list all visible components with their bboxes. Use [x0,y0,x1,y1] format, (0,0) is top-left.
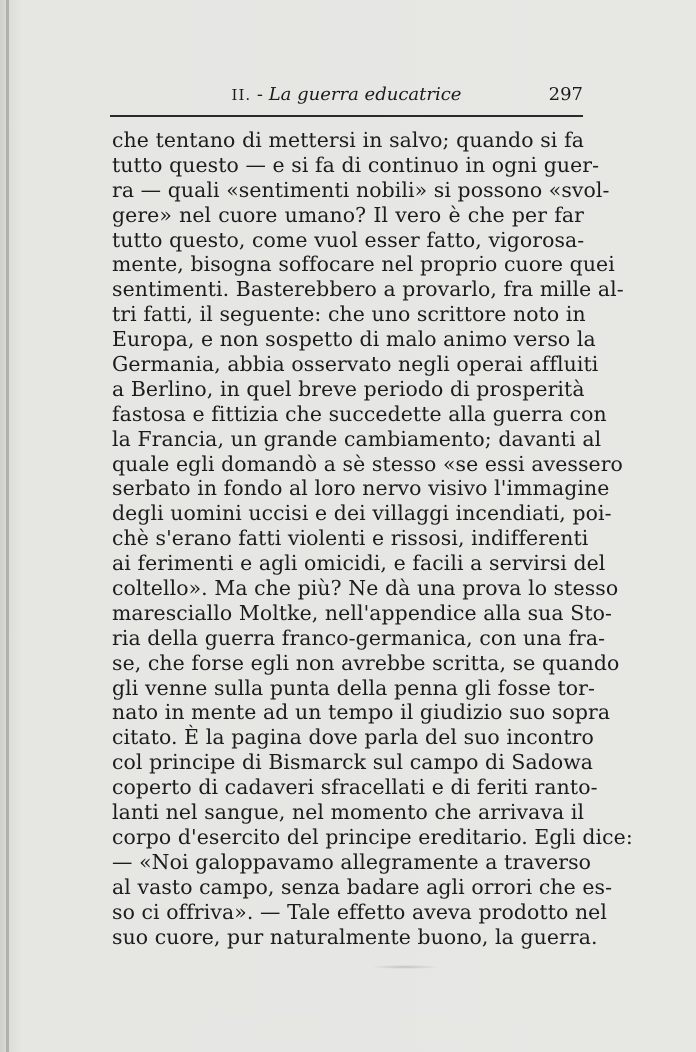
text-line: gere» nel cuore umano? Il vero è che per far [112,202,584,227]
text-line: gli venne sulla punta della penna gli fosse tor- [112,675,596,700]
text-line: chè s'erano fatti violenti e rissosi, indifferenti [112,526,589,551]
text-line: la Francia, un grande cambiamento; davanti al [112,426,602,451]
text-line: tri fatti, il seguente: che uno scrittore noto in [112,302,586,327]
text-line: quale egli domandò a sè stesso «se essi avessero [112,451,623,476]
chapter-number: II. [231,86,252,104]
text-line: serbato in fondo al loro nervo visivo l'immagine [112,476,610,501]
text-line: tutto questo, come vuol esser fatto, vigorosa- [112,227,585,252]
text-line: citato. È la pagina dove parla del suo incontro [112,725,594,750]
text-line: ra — quali «sentimenti nobili» si possono «svol- [112,177,610,202]
text-line: fastosa e fittizia che succedette alla guerra con [112,401,607,426]
text-line: ai ferimenti e agli omicidi, e facili a servirsi del [112,551,606,576]
page-binding-edge [6,0,9,1052]
body-text [112,128,633,949]
text-line: al vasto campo, senza badare agli orrori che es- [112,874,613,899]
text-line: corpo d'esercito del principe ereditario. Egli dice: [112,824,633,849]
text-line: che tentano di mettersi in salvo; quando si fa [112,128,584,152]
text-line: Europa, e non sospetto di malo animo verso la [112,327,596,352]
text-line: se, che forse egli non avrebbe scritta, se quando [112,650,620,675]
text-line: maresciallo Moltke, nell'appendice alla sua Sto- [112,600,612,625]
running-head [110,84,583,110]
text-line: col principe di Bismarck sul campo di Sadowa [112,750,594,775]
text-line: lanti nel sangue, nel momento che arrivava il [112,800,585,825]
text-line: sentimenti. Basterebbero a provarlo, fra mille al- [112,277,624,302]
text-line: Germania, abbia osservato negli operai affluiti [112,352,599,377]
text-line: degli uomini uccisi e dei villaggi incendiati, poi- [112,501,612,526]
text-line: so ci offriva». — Tale effetto aveva prodotto nel [112,899,607,924]
text-line: — «Noi galoppavamo allegramente a traverso [112,849,592,874]
running-title [110,84,583,105]
text-line: a Berlino, in quel breve periodo di prosperità [112,376,585,401]
text-line: suo cuore, pur naturalmente buono, la guerra. [112,924,598,949]
title-separator: - [256,84,263,105]
text-line: coperto di cadaveri sfracellati e di feriti ranto- [112,775,598,800]
page-number: 297 [548,84,583,105]
text-line: mente, bisogna soffocare nel proprio cuore quei [112,252,615,277]
text-line: coltello». Ma che più? Ne dà una prova lo stesso [112,576,619,601]
header-rule [110,115,583,117]
text-line: nato in mente ad un tempo il giudizio suo sopra [112,700,611,725]
print-smudge [370,965,440,969]
chapter-title: La guerra educatrice [268,84,462,105]
text-line: ria della guerra franco-germanica, con una fra- [112,625,606,650]
text-line: tutto questo — e si fa di continuo in ogni guer- [112,152,600,177]
